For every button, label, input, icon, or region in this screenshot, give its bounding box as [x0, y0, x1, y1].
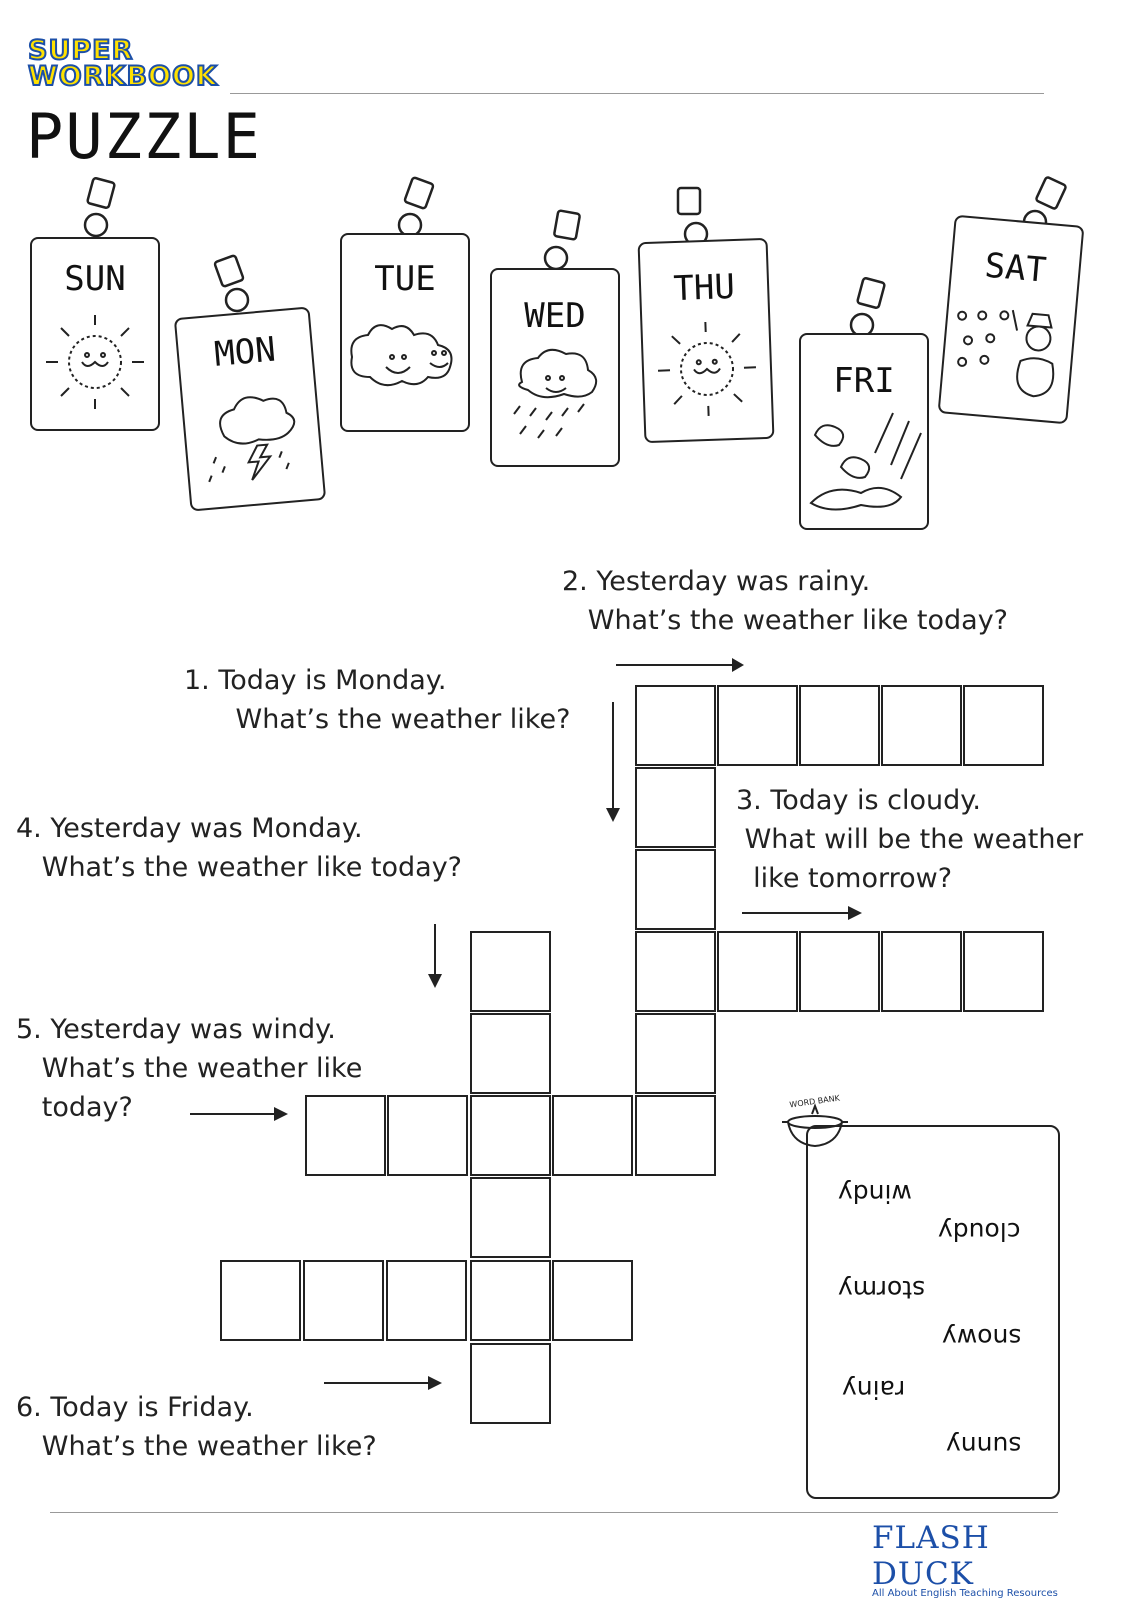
- crossword-cell[interactable]: [552, 1260, 633, 1341]
- windy-icon: [801, 411, 927, 521]
- cloudy-icon: [342, 315, 468, 415]
- crossword-cell[interactable]: [552, 1095, 633, 1176]
- arrow-clue-2: [614, 655, 744, 675]
- day-tag-sat: [938, 215, 1085, 425]
- day-label-wed: WED: [524, 296, 586, 336]
- word-bank-word: snowy: [942, 1323, 1022, 1352]
- clue-3: 3. Today is cloudy. What will be the weather like tomorrow?: [736, 785, 1084, 894]
- arrow-clue-5: [188, 1104, 292, 1124]
- day-tag-thu: [638, 238, 775, 443]
- super-workbook-logo: [28, 35, 228, 100]
- arrow-clue-6: [322, 1373, 446, 1393]
- clue-2: 2. Yesterday was rainy. What’s the weather like today?: [562, 566, 1009, 636]
- sunny-icon: [642, 312, 772, 436]
- crossword-cell[interactable]: [799, 931, 880, 1012]
- crossword-cell[interactable]: [963, 931, 1044, 1012]
- word-bank-word: stormy: [838, 1275, 926, 1304]
- crossword-cell[interactable]: [635, 849, 716, 930]
- crossword-cell[interactable]: [470, 1095, 551, 1176]
- footer-tagline: All About English Teaching Resources: [872, 1588, 1058, 1599]
- crossword-cell[interactable]: [470, 1177, 551, 1258]
- word-bank-label: WORD BANK: [788, 1093, 841, 1110]
- footer-divider: [50, 1512, 1058, 1513]
- flash-duck-logo: [872, 1520, 1082, 1599]
- crossword-cell[interactable]: [470, 931, 551, 1012]
- day-label-mon: MON: [212, 329, 278, 375]
- arrow-clue-4: [425, 922, 445, 992]
- day-label-sat: SAT: [983, 245, 1048, 291]
- header-divider: [230, 93, 1044, 94]
- day-tag-mon: [174, 306, 326, 511]
- crossword-cell[interactable]: [305, 1095, 386, 1176]
- crossword-cell[interactable]: [386, 1260, 467, 1341]
- snowy-icon: [940, 295, 1075, 416]
- day-tag-tue: [340, 233, 470, 432]
- day-label-sun: SUN: [64, 259, 126, 299]
- clue-5: 5. Yesterday was windy. What’s the weather like today?: [16, 1014, 363, 1123]
- crossword-cell[interactable]: [881, 931, 962, 1012]
- crossword-cell[interactable]: [220, 1260, 301, 1341]
- clue-6: 6. Today is Friday. What’s the weather like?: [16, 1392, 377, 1462]
- crossword-cell[interactable]: [387, 1095, 468, 1176]
- logo-line-1: SUPER: [28, 35, 134, 66]
- rainy-icon: [492, 342, 618, 452]
- day-tag-sun: [30, 237, 160, 431]
- sunny-icon: [32, 307, 158, 427]
- arrow-clue-3: [740, 903, 864, 923]
- word-bank-word: cloudy: [938, 1217, 1021, 1246]
- crossword-cell[interactable]: [635, 1095, 716, 1176]
- crossword-cell[interactable]: [717, 685, 798, 766]
- crossword-cell[interactable]: [799, 685, 880, 766]
- crossword-cell[interactable]: [963, 685, 1044, 766]
- crossword-cell[interactable]: [635, 685, 716, 766]
- page-title: PUZZLE: [26, 100, 262, 173]
- crossword-cell[interactable]: [470, 1013, 551, 1094]
- stormy-icon: [182, 378, 323, 499]
- logo-line-2: WORKBOOK: [28, 61, 218, 92]
- day-label-tue: TUE: [374, 259, 436, 299]
- crossword-cell[interactable]: [303, 1260, 384, 1341]
- footer-brand: FLASH DUCK: [872, 1520, 990, 1592]
- day-tag-wed: [490, 268, 620, 467]
- crossword-cell[interactable]: [635, 931, 716, 1012]
- word-bank-box: [806, 1125, 1060, 1499]
- crossword-cell[interactable]: [717, 931, 798, 1012]
- arrow-clue-1: [603, 700, 623, 824]
- word-bank-word: rainy: [842, 1375, 906, 1404]
- day-tag-fri: [799, 333, 929, 530]
- crossword-cell[interactable]: [470, 1260, 551, 1341]
- word-bank-word: sunny: [946, 1431, 1022, 1460]
- day-label-fri: FRI: [833, 361, 895, 401]
- crossword-cell[interactable]: [635, 767, 716, 848]
- clue-1: 1. Today is Monday. What’s the weather like?: [184, 665, 571, 735]
- clue-4: 4. Yesterday was Monday. What’s the weather like today?: [16, 813, 463, 883]
- crossword-cell[interactable]: [881, 685, 962, 766]
- crossword-cell[interactable]: [470, 1343, 551, 1424]
- crossword-cell[interactable]: [635, 1013, 716, 1094]
- word-bank-word: windy: [838, 1179, 912, 1208]
- day-label-thu: THU: [672, 266, 736, 310]
